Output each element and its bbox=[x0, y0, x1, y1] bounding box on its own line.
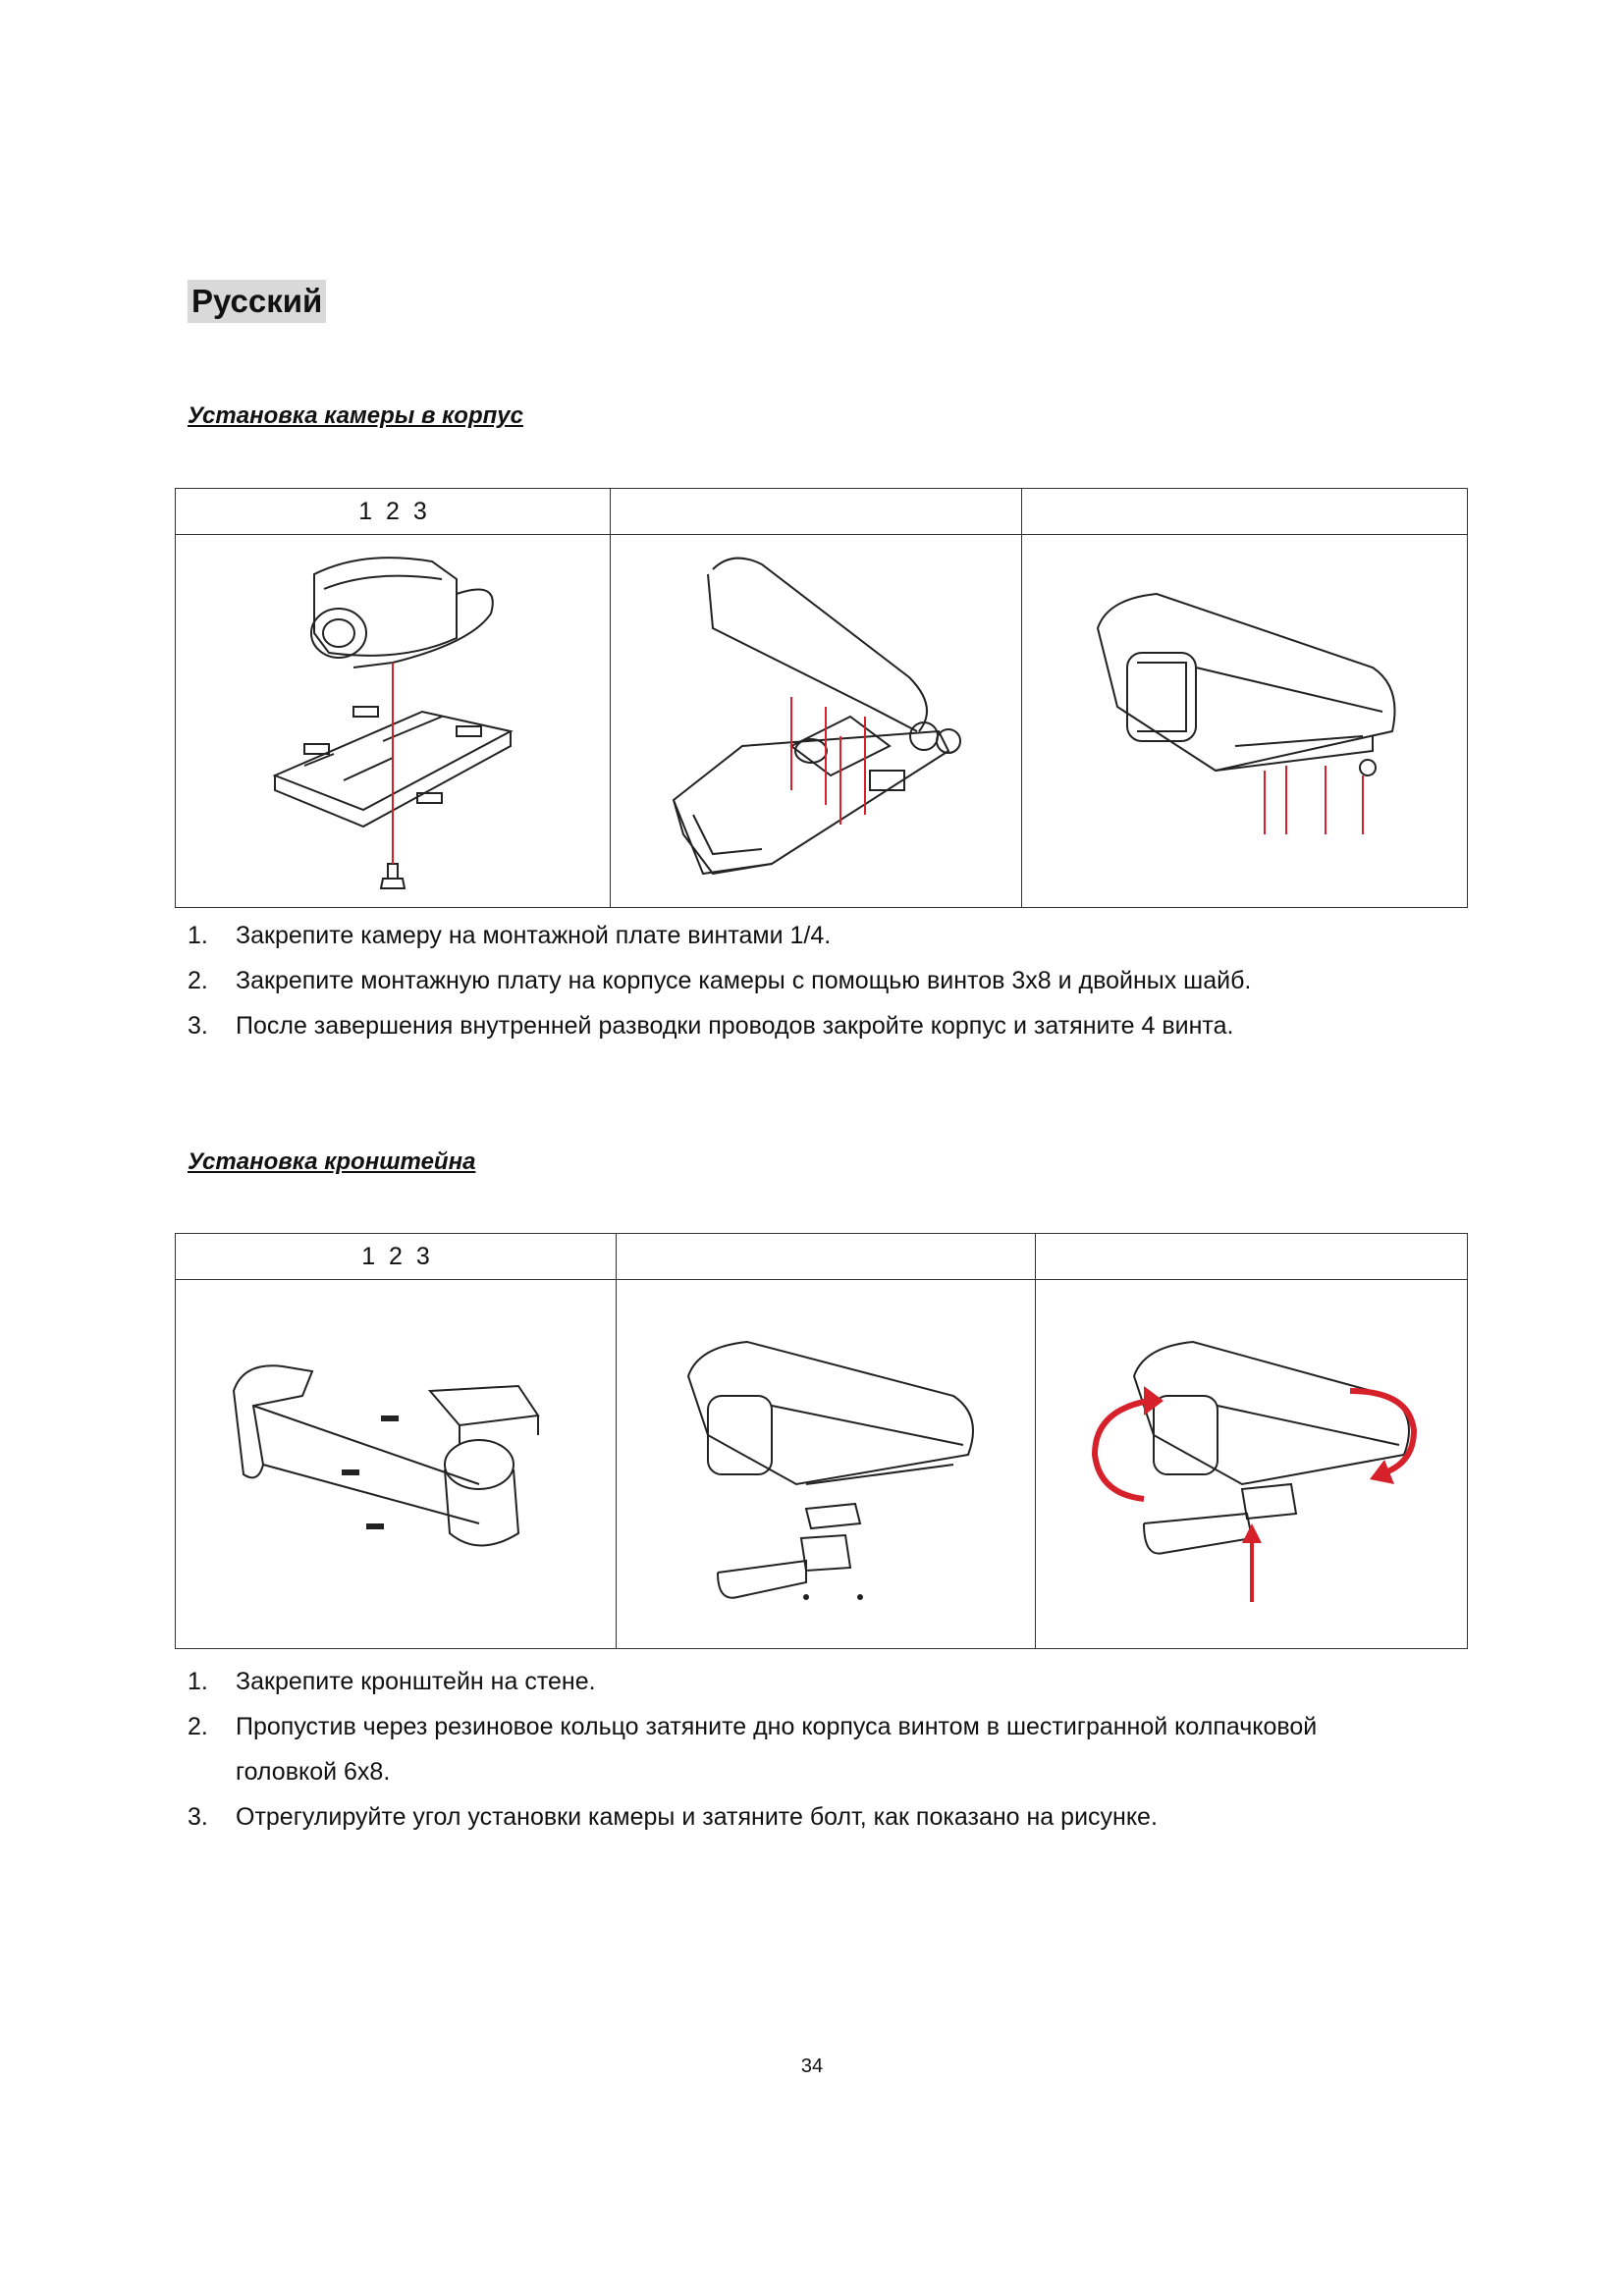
section-2-instructions bbox=[188, 1659, 1345, 1840]
steps-header-cell bbox=[176, 489, 611, 535]
illustration-row bbox=[176, 535, 1468, 908]
steps-header-cell-empty bbox=[617, 1234, 1036, 1280]
instruction-item: 2. Пропустив через резиновое кольцо затяните дно корпуса винтом в шестигранной колпачковой головкой 6x8. bbox=[188, 1713, 1318, 1786]
instruction-item: 2. Закрепите монтажную плату на корпусе камеры с помощью винтов 3x8 и двойных шайб. bbox=[188, 967, 1252, 994]
illustration-camera-on-plate bbox=[176, 535, 611, 908]
illustration-camera-in-housing bbox=[611, 535, 1022, 908]
language-label: Русский bbox=[188, 280, 326, 323]
step-number: 2 bbox=[389, 1242, 403, 1270]
section-1-instructions bbox=[188, 913, 1251, 1048]
step-number: 2 bbox=[386, 497, 400, 525]
instruction-item: 3. После завершения внутренней разводки проводов закройте корпус и затяните 4 винта. bbox=[188, 1012, 1234, 1040]
instruction-item: 3. Отрегулируйте угол установки камеры и затяните болт, как показано на рисунке. bbox=[188, 1803, 1158, 1831]
step-number: 1 bbox=[361, 1242, 376, 1270]
steps-header-cell-empty bbox=[1022, 489, 1468, 535]
steps-header-cell-empty bbox=[611, 489, 1022, 535]
section-2-steps-table bbox=[175, 1233, 1468, 1649]
page-number: 34 bbox=[800, 2056, 824, 2077]
illustration-adjust-angle bbox=[1036, 1280, 1468, 1649]
step-number: 3 bbox=[415, 1242, 430, 1270]
illustration-bracket-wall-mount bbox=[176, 1280, 617, 1649]
step-number: 1 bbox=[358, 497, 373, 525]
section-1-title: Установка камеры в корпус bbox=[188, 402, 523, 429]
illustration-housing-closed bbox=[1022, 535, 1468, 908]
section-2-title: Установка кронштейна bbox=[188, 1148, 476, 1175]
instruction-item: 1. Закрепите камеру на монтажной плате винтами 1/4. bbox=[188, 922, 832, 949]
steps-header-row bbox=[176, 489, 1468, 535]
section-1-steps-table bbox=[175, 488, 1468, 908]
steps-header-row bbox=[176, 1234, 1468, 1280]
instruction-item: 1. Закрепите кронштейн на стене. bbox=[188, 1668, 596, 1695]
step-number: 3 bbox=[412, 497, 427, 525]
illustration-housing-on-bracket bbox=[617, 1280, 1036, 1649]
illustration-row bbox=[176, 1280, 1468, 1649]
steps-header-cell bbox=[176, 1234, 617, 1280]
steps-header-cell-empty bbox=[1036, 1234, 1468, 1280]
